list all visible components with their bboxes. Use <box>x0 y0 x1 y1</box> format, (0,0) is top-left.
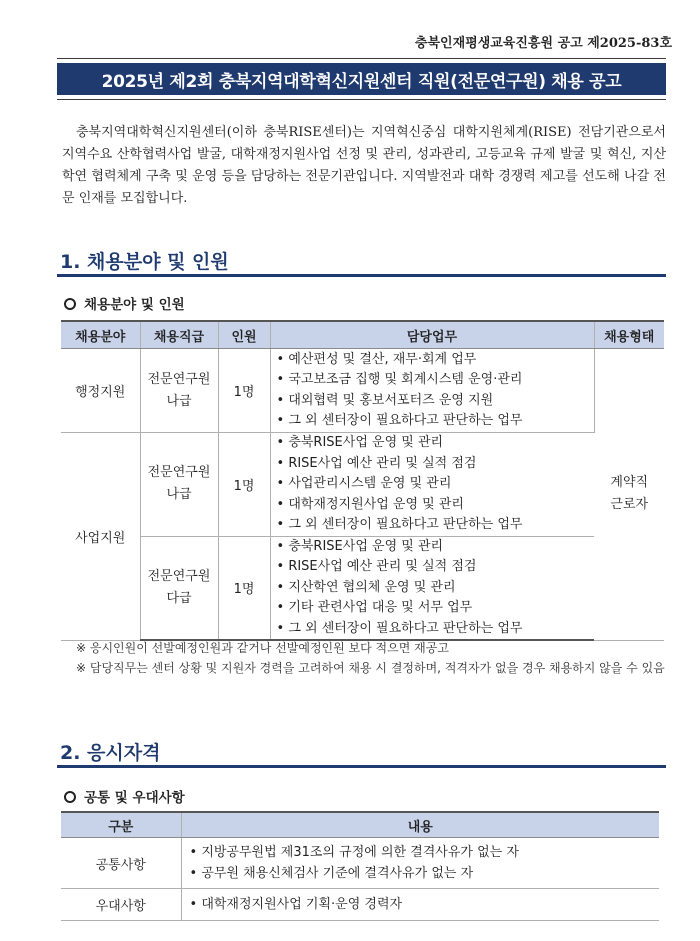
rank-cell: 전문연구원 다급 <box>140 536 218 640</box>
header-content: 내용 <box>181 812 659 838</box>
notes <box>76 638 666 678</box>
duty-item: • 대외협력 및 홍보서포터즈 운영 지원 <box>277 391 594 412</box>
rank-cell: 전문연구원 나급 <box>140 433 218 537</box>
duty-item: • 그 외 센터장이 필요하다고 판단하는 업무 <box>277 515 595 536</box>
duty-item: • 대학재정지원사업 운영 및 관리 <box>277 495 595 516</box>
duties-cell <box>270 536 594 640</box>
duty-item: • 지산학연 협의체 운영 및 관리 <box>277 578 595 599</box>
section1-subtitle <box>64 293 185 313</box>
field-name: 사업지원 <box>61 433 140 641</box>
notice-number: 충북인재평생교육진흥원 공고 제2025-83호 <box>414 36 672 51</box>
duty-item: • 그 외 센터장이 필요하다고 판단하는 업무 <box>277 619 595 640</box>
header-count: 인원 <box>218 321 270 349</box>
section2-subtitle-text: 공통 및 우대사항 <box>84 790 185 806</box>
duty-item: • 사업관리시스템 운영 및 관리 <box>277 474 595 495</box>
count-cell: 1명 <box>218 536 270 640</box>
employment-type-cell: 계약직 근로자 <box>594 349 664 641</box>
title-bar <box>57 58 666 100</box>
table-row <box>61 536 664 640</box>
duty-item: • 충북RISE사업 운영 및 관리 <box>277 433 595 454</box>
note-item: ※ 담당직무는 센터 상황 및 지원자 경력을 고려하여 채용 시 결정하며, 적격자가 없을 경우 채용하지 않을 수 있음 <box>76 661 665 675</box>
content-item: • 대학재정지원사업 기획·운영 경력자 <box>190 894 652 915</box>
row-label: 공통사항 <box>61 838 181 889</box>
section2-title: 2. 응시자격 <box>60 742 161 764</box>
table-row <box>61 433 664 537</box>
header-rank: 채용직급 <box>140 321 218 349</box>
intro-text: 충북지역대학혁신지원센터(이하 충북RISE센터)는 지역혁신중심 대학지원체계(RISE) 전담기관으로서 지역수요 산학협력사업 발굴, 대학재정지원사업 선정 및 관리, 성과관리, 고등교육 규제 발굴 및 혁신, 지산학연 협력체계 구축 및 운영 등을 담당하는 전문기관입니다. 지역발전과 대학 경쟁력 제고를 선도해 나갈 전문 인재를 모집합니다. <box>62 125 666 206</box>
header-category: 구분 <box>61 812 181 838</box>
header-duties: 담당업무 <box>270 321 594 349</box>
intro-paragraph <box>62 122 666 210</box>
circle-bullet-icon <box>64 298 76 310</box>
duty-item: • 기타 관련사업 대응 및 서무 업무 <box>277 598 595 619</box>
section1-subtitle-text: 채용분야 및 인원 <box>84 297 185 313</box>
recruitment-table <box>61 320 664 641</box>
table-header-row <box>61 812 659 838</box>
count-cell: 1명 <box>218 433 270 537</box>
duty-item: • 그 외 센터장이 필요하다고 판단하는 업무 <box>277 411 594 432</box>
duty-item: • RISE사업 예산 관리 및 실적 점검 <box>277 454 595 475</box>
qualification-table <box>61 811 659 921</box>
circle-bullet-icon <box>64 791 76 803</box>
section1-divider <box>57 274 666 277</box>
content-item: • 공무원 채용신체검사 기준에 결격사유가 없는 자 <box>190 863 652 884</box>
rank-cell: 전문연구원 나급 <box>140 349 218 433</box>
duty-item: • 국고보조금 집행 및 회계시스템 운영·관리 <box>277 370 594 391</box>
table-row <box>61 838 659 889</box>
row-label: 우대사항 <box>61 889 181 921</box>
section2-divider <box>57 765 666 768</box>
row-content <box>181 838 659 889</box>
duty-item: • 예산편성 및 결산, 재무·회계 업무 <box>277 350 594 371</box>
duties-cell <box>270 433 594 537</box>
table-header-row <box>61 321 664 349</box>
row-content <box>181 889 659 921</box>
duties-cell <box>270 349 594 433</box>
header-field: 채용분야 <box>61 321 140 349</box>
field-name: 행정지원 <box>61 349 140 433</box>
note-item: ※ 응시인원이 선발예정인원과 같거나 선발예정인원 보다 적으면 재공고 <box>76 641 449 655</box>
content-item: • 지방공무원법 제31조의 규정에 의한 결격사유가 없는 자 <box>190 842 652 863</box>
section1-title: 1. 채용분야 및 인원 <box>60 251 229 273</box>
section2-subtitle <box>64 786 185 806</box>
duty-item: • 충북RISE사업 운영 및 관리 <box>277 537 595 558</box>
table-row <box>61 889 659 921</box>
duty-item: • RISE사업 예산 관리 및 실적 점검 <box>277 557 595 578</box>
count-cell: 1명 <box>218 349 270 433</box>
table-row <box>61 349 664 433</box>
header-employment-type: 채용형태 <box>594 321 664 349</box>
page-title: 2025년 제2회 충북지역대학혁신지원센터 직원(전문연구원) 채용 공고 <box>57 63 666 95</box>
